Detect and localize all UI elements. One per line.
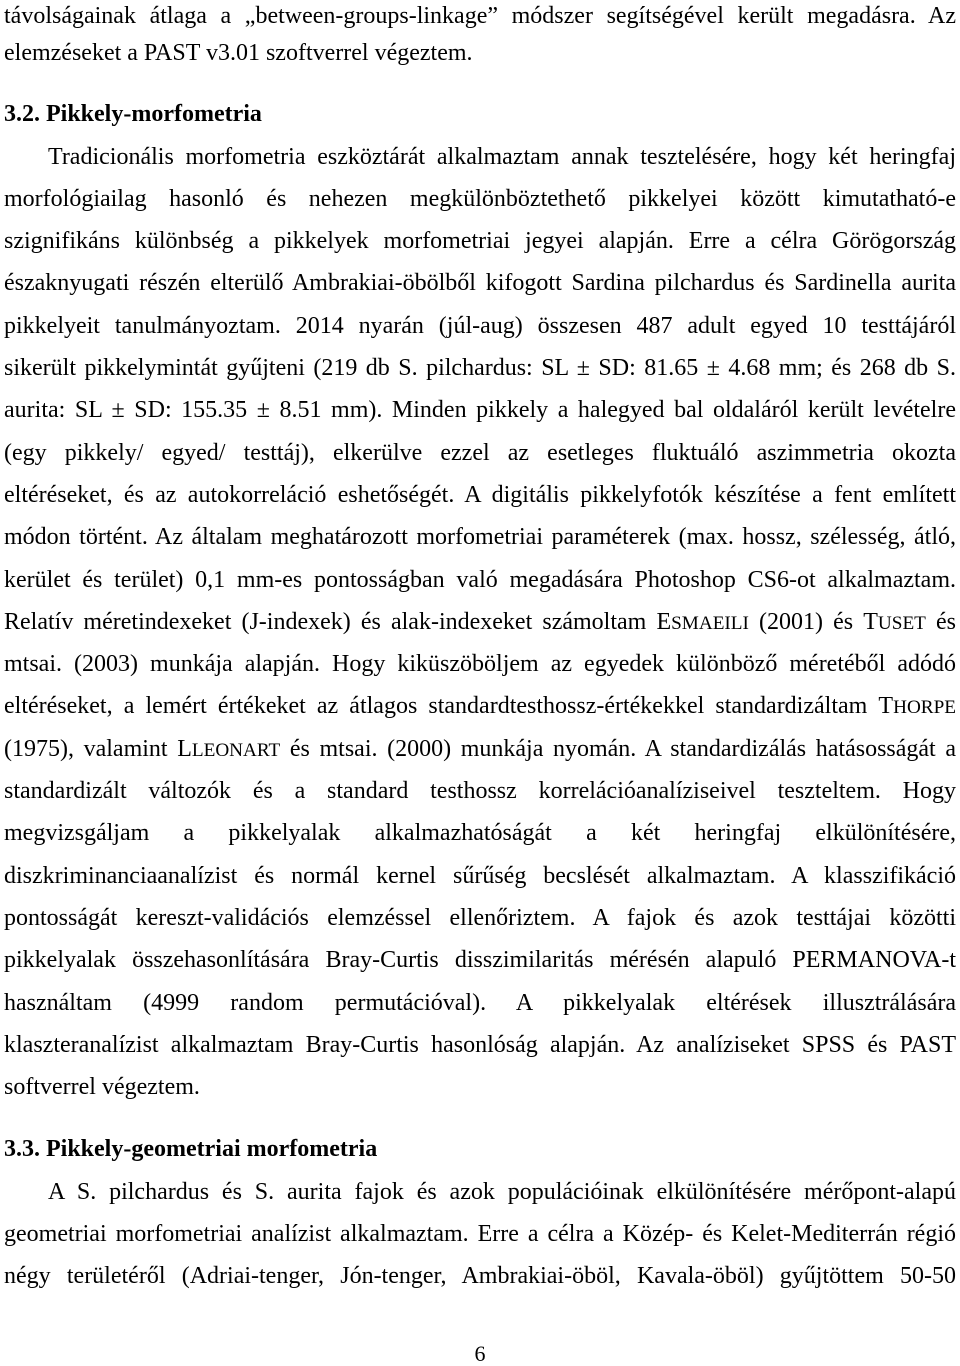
text-line: szignifikáns különbség a pikkelyek morfometriai jegyei alapján. Erre a célra Görögország (4, 228, 956, 255)
text-line: pontosságát kereszt-validációs elemzéssel ellenőriztem. A fajok és azok testtájai közötti (4, 904, 956, 931)
section-heading: 3.3. Pikkely-geometriai morfometria (4, 1136, 378, 1163)
text-line: négy területéről (Adriai-tenger, Jón-tenger, Ambrakiai-öböl, Kavala-öböl) gyűjtöttem 50-50 (4, 1263, 956, 1290)
text-line: elemzéseket a PAST v3.01 szoftverrel végeztem. (4, 40, 473, 66)
text-line: északnyugati részén elterülő Ambrakiai-öbölből kifogott Sardina pilchardus és Sardinella aurita (4, 270, 956, 297)
author-name: LLEONART (177, 735, 281, 762)
text-line: Tradicionális morfometria eszköztárát alkalmaztam annak tesztelésére, hogy két heringfaj (48, 143, 956, 170)
text-line: aurita: SL ± SD: 155.35 ± 8.51 mm). Minden pikkely a halegyed bal oldaláról került levételre (4, 397, 956, 424)
text-segment: és mtsai. (2000) munkája nyomán. A standardizálás hatásosságát a (280, 735, 956, 762)
text-line (4, 685, 956, 727)
text-line (4, 601, 956, 643)
paragraph (4, 0, 956, 74)
text-line: pikkelyalak összehasonlítására Bray-Curtis disszimilaritás mérésén alapuló PERMANOVA-t (4, 947, 956, 974)
text-line: geometriai morfometriai analízist alkalmaztam. Erre a célra a Közép- és Kelet-Mediterrán régió (4, 1221, 956, 1248)
text-line: megvizsgáljam a pikkelyalak alkalmazhatóságát a két heringfaj elkülönítésére, (4, 820, 956, 847)
text-line: A S. pilchardus és S. aurita fajok és azok populációinak elkülönítésére mérőpont-alapú (48, 1178, 956, 1205)
text-segment: és (925, 608, 956, 635)
text-line (4, 728, 956, 770)
text-segment: (1975), valamint (4, 735, 178, 762)
text-line: pikkelyeit tanulmányoztam. 2014 nyarán (júl-aug) összesen 487 adult egyed 10 testtájáról (4, 312, 956, 339)
text-line: diszkriminanciaanalízist és normál kernel sűrűség becslését alkalmaztam. A klasszifikáció (4, 862, 956, 889)
text-line: mtsai. (2003) munkája alapján. Hogy kiküszöböljem az egyedek különböző méretéből adódó (4, 651, 956, 678)
text-line: kerület és terület) 0,1 mm-es pontosságban való megadására Photoshop CS6-ot alkalmaztam. (4, 566, 956, 593)
text-line: távolságainak átlaga a „between-groups-linkage” módszer segítségével került megadásra. Az (4, 3, 956, 29)
text-line: használtam (4999 random permutációval). A pikkelyalak eltérések illusztrálására (4, 989, 956, 1016)
text-line: softverrel végeztem. (4, 1074, 200, 1101)
paragraph (4, 1171, 956, 1298)
text-line: (egy pikkely/ egyed/ testtáj), elkerülve ezzel az esetleges fluktuáló aszimmetria okozta (4, 439, 956, 466)
author-name: THORPE (878, 693, 956, 720)
text-line: módon történt. Az általam meghatározott morfometriai paraméterek (max. hossz, szélesség, átló, (4, 524, 956, 551)
author-name: ESMAEILI (656, 608, 749, 635)
text-segment: eltéréseket, a lemért értékeket az átlagos standardtesthossz-értékekkel standardizáltam (4, 693, 879, 720)
text-segment: Relatív méretindexeket (J-indexek) és alak-indexeket számoltam (4, 608, 657, 635)
text-line: morfológiailag hasonló és nehezen megkülönböztethető pikkelyei között kimutatható-e (4, 185, 956, 212)
text-line: klaszteranalízist alkalmaztam Bray-Curtis hasonlóság alapján. Az analíziseket SPSS és PAST (4, 1031, 956, 1058)
page-number: 6 (474, 1341, 486, 1366)
text-line: eltéréseket, és az autokorreláció eshetőségét. A digitális pikkelyfotók készítése a fent említett (4, 481, 956, 508)
text-line: standardizált változók és a standard testhossz korrelációanalíziseivel teszteltem. Hogy (4, 778, 956, 805)
document-page (4, 0, 956, 1298)
text-line: sikerült pikkelymintát gyűjteni (219 db S. pilchardus: SL ± SD: 81.65 ± 4.68 mm; és 268 db S. (4, 355, 956, 382)
section-heading: 3.2. Pikkely-morfometria (4, 101, 262, 128)
text-segment: (2001) és (748, 608, 864, 635)
paragraph (4, 136, 956, 1109)
author-name: TUSET (863, 608, 926, 635)
